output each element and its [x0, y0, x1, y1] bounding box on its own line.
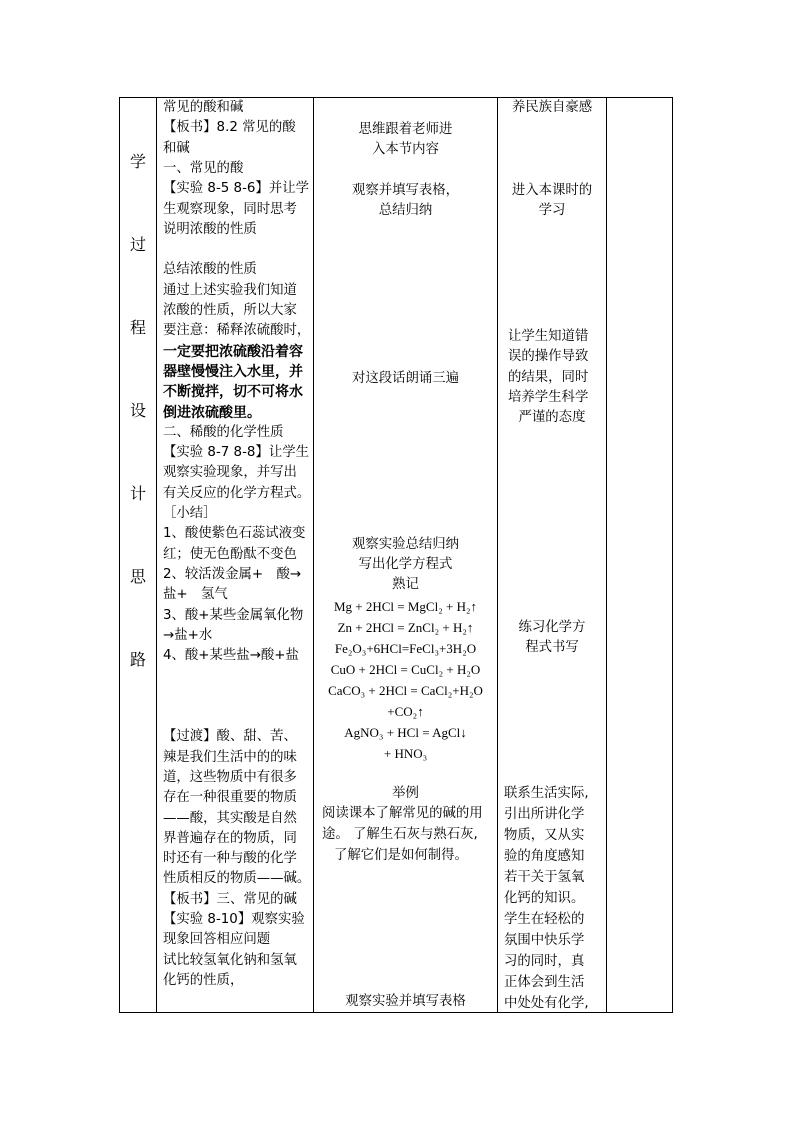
student-observe-line: 观察并填写表格， [351, 183, 460, 198]
intent-line: 的结果，同时 [508, 370, 589, 385]
student-example-line: 举例 [392, 786, 419, 801]
teacher-activity-line: 有关反应的化学方程式。 [163, 485, 311, 501]
intent-line: 验的角度感知 [504, 849, 585, 864]
equation-line: Zn + 2HCl = ZnCl₂ + H₂↑ [337, 620, 474, 635]
teacher-activity-line: 4、酸+某些盐→酸+盐 [163, 648, 299, 664]
side-label-char: 程 [129, 318, 146, 337]
teacher-activity-line: 生观察现象，同时思考 [163, 201, 297, 217]
teacher-activity-line: 存在一种很重要的物质 [163, 790, 297, 806]
intent-line: 程式书写 [525, 640, 579, 655]
design-intent-column [498, 98, 606, 1012]
student-summary-line: 观察实验总结归纳 [351, 537, 460, 552]
teacher-activity-line: 盐+ 氢气 [163, 587, 228, 603]
teacher-activity-line: ——酸，其实酸是自然 [163, 810, 297, 826]
student-activity-column [314, 98, 497, 1012]
teacher-activity-line: 3、酸+某些金属氧化物 [163, 607, 304, 623]
side-label-char: 计 [129, 484, 146, 503]
teacher-activity-line: 【实验 8-7 8-8】让学生 [163, 445, 309, 461]
teacher-activity-column [157, 98, 313, 1012]
teacher-activity-line: 一定要把浓硫酸沿着容 [163, 343, 303, 360]
teacher-activity-line: 辣是我们生活中的的味 [163, 749, 297, 765]
student-reading-line: 途。 了解生石灰与熟石灰, [322, 827, 478, 842]
teacher-activity-line: 【板书】8.2 常见的酸 [163, 120, 296, 136]
blank-column [607, 98, 673, 1012]
equation-line: Mg + 2HCl = MgCl₂ + H₂↑ [333, 599, 478, 614]
intent-line: 引出所讲化学 [504, 807, 585, 822]
student-last-line: 观察实验并填写表格 [345, 994, 466, 1009]
side-label-column [120, 98, 156, 1012]
teacher-activity-line: 性质相反的物质——碱。 [163, 871, 311, 887]
side-label-char: 设 [129, 401, 146, 420]
intent-line: 学生在轻松的 [504, 912, 585, 927]
teacher-activity-line: 常见的酸和碱 [163, 100, 244, 115]
teacher-activity-line: 现象回答相应问题 [163, 932, 271, 948]
equation-line: + HNO₃ [383, 746, 428, 761]
teacher-activity-line: 不断搅拌，切不可将水 [163, 384, 303, 401]
student-intro-line: 入本节内容 [372, 142, 439, 157]
intent-line: 误的操作导致 [508, 349, 589, 364]
teacher-activity-line: 【实验 8-5 8-6】并让学 [163, 181, 309, 197]
teacher-activity-line: 试比较氢氧化钠和氢氧 [163, 952, 297, 968]
side-label-char: 过 [129, 235, 146, 254]
teacher-activity-line: 界普遍存在的物质，同 [163, 830, 297, 846]
side-label-char: 学 [129, 152, 146, 171]
teacher-activity-line: 要注意：稀释浓硫酸时， [163, 323, 311, 339]
teacher-activity-line: 说明浓酸的性质 [163, 221, 257, 237]
intent-line: 物质，又从实 [504, 828, 585, 843]
teacher-activity-line: 2、较活泼金属+ 酸→ [163, 566, 302, 582]
teacher-activity-line: 二、稀酸的化学性质 [163, 424, 284, 440]
intent-line: 学习 [538, 203, 566, 218]
student-intro-line: 思维跟着老师进 [358, 122, 453, 137]
intent-line: 培养学生科学 [508, 390, 589, 405]
equation-line: Fe₂O₃+6HCl=FeCl₃+3H₂O [334, 641, 477, 656]
intent-line: 化钙的知识。 [504, 891, 585, 906]
teacher-activity-line: 道，这些物质中有很多 [163, 769, 297, 785]
intent-line: 进入本课时的 [511, 183, 593, 198]
teacher-activity-line: 【过渡】酸、甜、苦、 [163, 729, 297, 745]
lesson-design-table [119, 97, 673, 1013]
equation-line: AgNO₃ + HCl = AgCl↓ [344, 725, 467, 740]
student-summary-line: 熟记 [392, 577, 419, 592]
teacher-activity-line: 器壁慢慢注入水里，并 [163, 363, 303, 380]
teacher-activity-line: 【实验 8-10】观察实验 [163, 912, 305, 927]
teacher-activity-line: →盐+水 [163, 627, 213, 643]
intent-line: 习的同时，真 [504, 954, 585, 969]
intent-line: 联系生活实际, [504, 786, 589, 801]
teacher-activity-line: 观察实验现象，并写出 [163, 465, 297, 481]
teacher-activity-line: 总结浓酸的性质 [163, 262, 257, 278]
equation-line: CuO + 2HCl = CuCl₂ + H₂O [330, 662, 481, 677]
teacher-activity-line: 1、酸使紫色石蕊试液变 [163, 526, 306, 542]
student-reading-line: 了解它们是如何制得。 [334, 848, 468, 863]
student-recite-line: 对这段话朗诵三遍 [351, 371, 460, 386]
intent-line: 练习化学方 [518, 620, 586, 635]
teacher-activity-line: 化钙的性质， [163, 972, 244, 988]
student-observe-line: 总结归纳 [378, 203, 433, 218]
teacher-activity-line: 时还有一种与酸的化学 [163, 851, 297, 867]
intent-line: 氛围中快乐学 [504, 933, 585, 948]
equation-line: +CO₂↑ [387, 704, 424, 719]
teacher-activity-line: 红；使无色酚酞不变色 [163, 546, 297, 562]
intent-line: 中处处有化学, [504, 996, 589, 1011]
teacher-activity-line: 和碱 [163, 140, 190, 156]
side-label-char: 思 [129, 567, 146, 586]
intent-line: 让学生知道错 [508, 329, 589, 344]
teacher-activity-line: 通过上述实验我们知道 [163, 282, 297, 298]
teacher-activity-line: 【板书】三、常见的碱 [163, 891, 297, 907]
intent-line: 养民族自豪感 [511, 100, 593, 115]
student-summary-line: 写出化学方程式 [358, 557, 453, 572]
student-reading-line: 阅读课本了解常见的碱的用 [322, 806, 483, 821]
intent-line: 正体会到生活 [504, 975, 585, 990]
intent-line: 若干关于氢氧 [504, 870, 585, 885]
teacher-activity-line: ［小结］ [163, 506, 217, 521]
equation-line: CaCO₃ + 2HCl = CaCl₂+H₂O [328, 683, 483, 698]
side-label-char: 路 [129, 650, 146, 669]
intent-line: 严谨的态度 [518, 410, 586, 425]
teacher-activity-line: 一、常见的酸 [163, 160, 244, 176]
teacher-activity-line: 浓酸的性质，所以大家 [163, 303, 297, 318]
teacher-activity-line: 倒进浓硫酸里。 [163, 404, 261, 421]
